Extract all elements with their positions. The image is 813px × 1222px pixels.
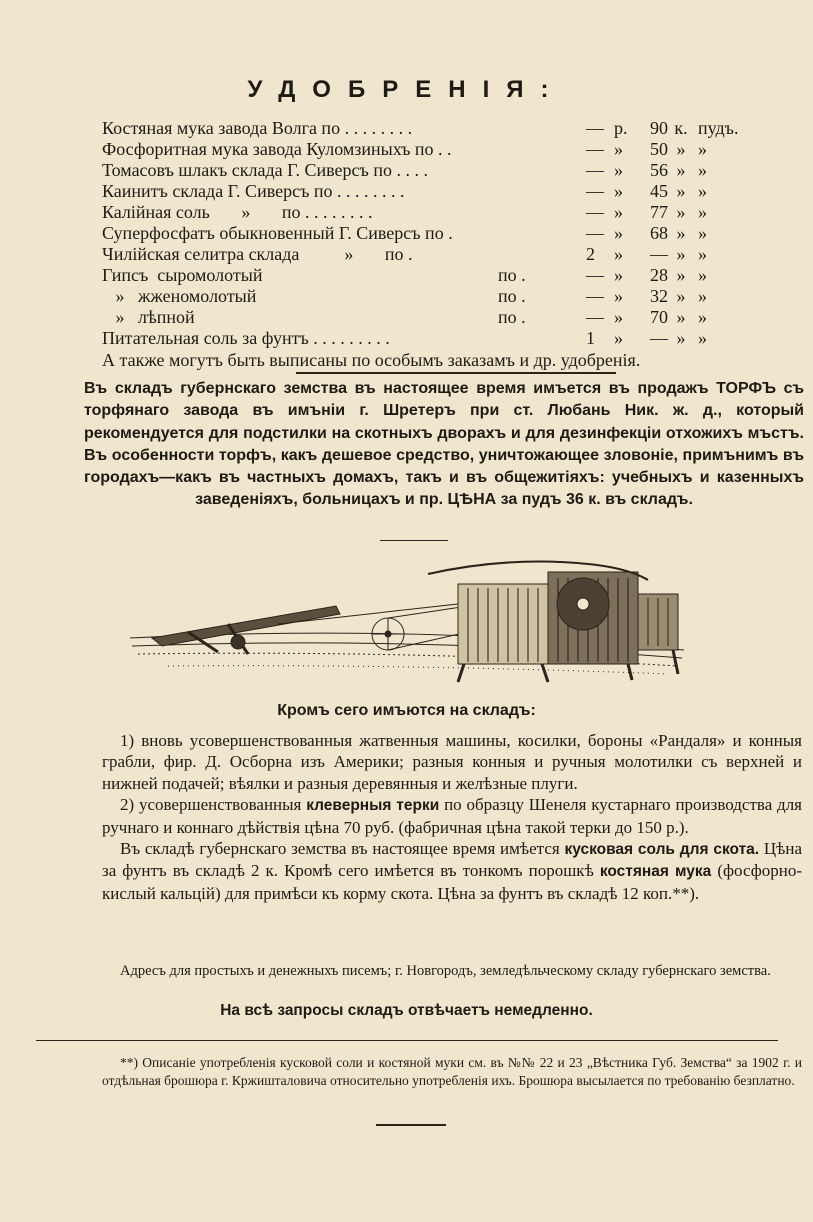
price-row: Калійная соль » по . . . . . . . . — » 77 » » [102,202,707,222]
price-value: 45 [650,181,668,201]
price-list [102,118,762,371]
price-item-name: Костяная мука завода Волга по . . . . . . . . [102,118,413,138]
price-value: 56 [650,160,668,180]
price-item-name: » жженомолотый [102,286,257,306]
price-value: 70 [650,307,668,327]
price-value: 68 [650,223,668,243]
price-row: Томасовъ шлакъ склада Г. Сиверсъ по . . . . — » 56 » » [102,160,707,180]
price-row: » лѣпной по . — » 70 » » [102,307,707,327]
section-heading: Кромъ сего имъются на складъ: [277,702,536,719]
price-value: 77 [650,202,668,222]
price-item-name: Суперфосфатъ обыкновенный Г. Сиверсъ по . [102,223,453,243]
price-value: 32 [650,286,668,306]
list-item: Въ складѣ губернскаго земства въ настоящее время имѣется кусковая соль для скота. Цѣна за фунтъ въ складѣ 2 к. Кромѣ сего имѣется въ тонкомъ порошкѣ костяная мука (фосфорно-кислый кальцій) для примѣси къ корму скота. Цѣна за фунтъ въ складѣ 12 коп.**). [102,839,803,903]
list-item: 2) усовершенствованныя клеверныя терки по образцу Шенеля кустарнаго производства для ручнаго и коннаго дѣйствія цѣна 70 руб. (фабричная цѣна такой терки до 150 р.). [102,795,802,837]
price-row: » жженомолотый по . — » 32 » » [102,286,707,306]
divider [376,1124,446,1126]
price-item-name: Чилійская селитра склада » по . [102,244,413,264]
price-value: 28 [650,265,668,285]
price-row: Суперфосфатъ обыкновенный Г. Сиверсъ по . — » 68 » » [102,223,707,243]
price-item-name: Гипсъ сыромолотый [102,265,263,285]
page-title: УДОБРЕНІЯ: [247,76,566,103]
answer-notice: На всѣ запросы складъ отвѣчаетъ немедленно. [220,1002,593,1019]
price-row: Костяная мука завода Волга по . . . . . . . . — р. 90 к. пудъ. [102,118,739,138]
price-row: Фосфоритная мука завода Куломзиныхъ по . . — » 50 » » [102,139,707,159]
price-item-name: » лѣпной [102,307,195,327]
price-item-name: Фосфоритная мука завода Куломзиныхъ по . . [102,139,452,159]
equipment-list [102,730,802,904]
threshing-machine-engraving [128,554,688,690]
divider [36,1040,778,1041]
peat-notice: Въ складъ губернскаго земства въ настоящее время имъется въ продажъ ТОРФЪ съ торфянаго завода въ имъніи г. Шретеръ при ст. Любань Ник. ж. д., который рекомендуется для подстилки на скотныхъ дворахъ и для дезинфекціи отхожихъ мъстъ. Въ особенности торфъ, какъ дешевое средство, уничтожающее зловоніе, примънимъ въ городахъ—какъ въ частныхъ домахъ, такъ и въ общежитіяхъ: учебныхъ и казенныхъ заведеніяхъ, больницахъ и пр. ЦѢНА за пудъ 36 к. въ складъ. [84,380,804,509]
price-value: — [650,244,668,264]
footnote: **) Описаніе употребленія кусковой соли и костяной муки см. въ №№ 22 и 23 „Вѣстника Губ. Земства“ за 1902 г. и отдѣльная брошюра г. Кржишталовича относительно употребленія ихъ. Брошюра высылается по требованію безплатно. [102,1055,802,1088]
price-row: Каинитъ склада Г. Сиверсъ по . . . . . . . . — » 45 » » [102,181,707,201]
price-row: Гипсъ сыромолотый по . — » 28 » » [102,265,707,285]
prices-footer: А также могутъ быть выписаны по особымъ заказамъ и др. удобренія. [102,350,641,370]
price-row: Чилійская селитра склада » по . 2 » — » » [102,244,707,264]
price-value: — [650,328,668,348]
price-item-name: Питательная соль за фунтъ . . . . . . . . . [102,328,390,348]
price-item-name: Каинитъ склада Г. Сиверсъ по . . . . . . . . [102,181,405,201]
list-item: 1) вновь усовершенствованныя жатвенныя машины, косилки, бороны «Рандаля» и конныя грабли, фир. Д. Осборна изъ Америки; разныя конныя и ручныя молотилки съ верхней и нижней подачей; вѣялки и разныя деревянныя и желѣзные плуги. [102,731,802,793]
price-item-name: Калійная соль » по . . . . . . . . [102,202,373,222]
price-item-name: Томасовъ шлакъ склада Г. Сиверсъ по . . . . [102,160,428,180]
price-value: 90 [650,118,668,138]
price-row: Питательная соль за фунтъ . . . . . . . . . 1 » — » » [102,328,707,348]
divider [296,372,616,374]
address: Адресъ для простыхъ и денежныхъ писемъ; г. Новгородъ, земледѣльческому складу губернскаго земства. [120,963,771,979]
divider [380,540,448,541]
price-value: 50 [650,139,668,159]
